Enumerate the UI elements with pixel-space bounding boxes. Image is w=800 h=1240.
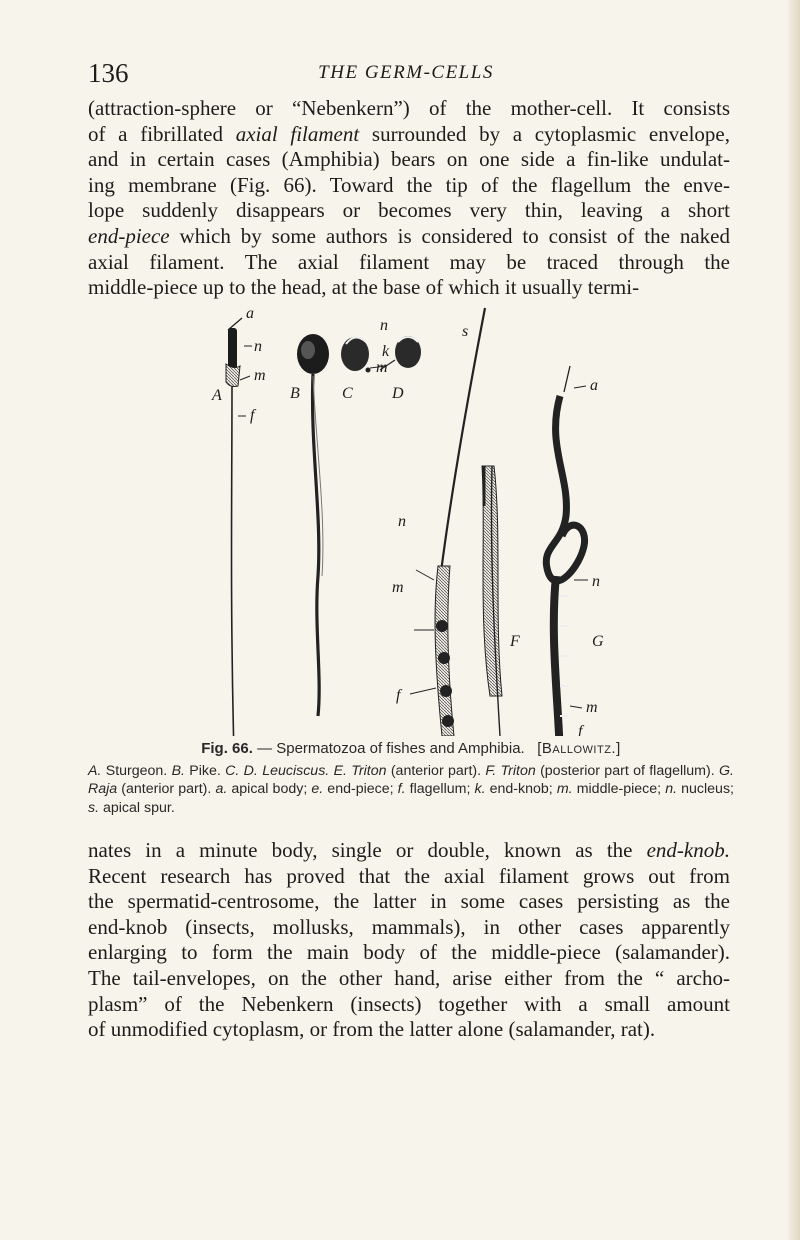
caption-title: — Spermatozoa of fishes and Amphibia. [252, 740, 525, 757]
caption-key: E. [333, 762, 347, 779]
specimen-g [546, 366, 588, 736]
figure-caption [88, 740, 734, 817]
label-specimen-C: C [342, 385, 353, 402]
label-f-flagellum-A: f [250, 407, 255, 424]
label-a-apical-G: a [590, 377, 598, 394]
specimen-e-middle-piece [435, 566, 454, 736]
caption-key: Raja [88, 781, 118, 797]
caption-key: Triton [500, 762, 536, 779]
text-line: and in certain cases (Amphibia) bears on one side a fin-like undulat- [88, 147, 730, 172]
text-line: of a fibrillated axial filament surrounded by a cytoplasmic envelope, [88, 121, 730, 146]
label-s-apical-spur: s [462, 323, 469, 340]
text-line: lope suddenly disappears or becomes very thin, leaving a short [88, 198, 730, 223]
caption-key: Triton [351, 762, 387, 779]
running-head: THE GERM-CELLS [318, 62, 494, 83]
text-line: Recent research has proved that the axial filament grows out from [88, 863, 730, 888]
specimen-c-end-knob [366, 368, 371, 373]
paragraph-bottom [88, 838, 730, 1043]
text-line: end-piece which by some authors is considered to consist of the naked [88, 223, 730, 248]
caption-key: B. [171, 762, 185, 779]
page-number: 136 [88, 58, 129, 88]
label-specimen-D: D [392, 385, 404, 402]
caption-title-line [88, 740, 734, 759]
label-specimen-F: F [510, 633, 520, 650]
caption-key: C. D. [225, 762, 258, 779]
caption-key: s. [88, 799, 100, 816]
page-header [88, 58, 724, 88]
label-specimen-A: A [212, 387, 222, 404]
text-line: plasm” of the Nebenkern (insects) together with a small amount [88, 991, 730, 1016]
label-n-nucleus-C: n [380, 317, 388, 334]
specimen-b [297, 334, 329, 716]
italic-term: end-piece [88, 223, 170, 248]
text-line: (attraction-sphere or “Nebenkern”) of the mother-cell. It consists [88, 96, 730, 120]
italic-term: end-knob. [646, 838, 730, 862]
label-f-flagellum-G: f [578, 723, 583, 736]
specimen-g-head [546, 396, 584, 581]
spermatozoa-illustration [210, 296, 630, 736]
caption-legend: A. Sturgeon. B. Pike. C. D. Leuciscus. E. Triton (anterior part). F. Triton (posterior part of flagellum). G. Raja (anterior part). a. apical body; e. end-piece; f. flagellum; k. end-knob; m. middle-piece; n. nucleus; s. apical spur. [88, 762, 734, 816]
label-f-flagellum-E: f [396, 687, 401, 704]
caption-key: k. [474, 781, 486, 797]
caption-key: e. [311, 781, 324, 797]
caption-key: G. [719, 762, 734, 779]
caption-credit: [Ballowitz.] [537, 740, 621, 757]
specimen-a-middle-piece [226, 364, 240, 387]
label-m-middle-A: m [254, 367, 266, 384]
text-line: end-knob (insects, mollusks, mammals), in other cases apparently [88, 914, 730, 939]
label-m-middle-E: m [392, 579, 404, 596]
specimen-e [410, 308, 485, 736]
caption-key: F. [485, 762, 497, 779]
caption-key: m. [556, 781, 573, 797]
text-line: nates in a minute body, single or double, known as the end-knob. [88, 838, 730, 862]
italic-term: axial filament [235, 121, 360, 146]
specimen-a-flagellum [232, 386, 235, 736]
text-line: enlarging to form the main body of the middle-piece (salamander). [88, 940, 730, 965]
caption-key: Leuciscus. [262, 762, 330, 779]
label-specimen-B: B [290, 385, 300, 402]
specimen-e-head [438, 308, 485, 596]
paragraph-top [88, 96, 730, 301]
label-n-nucleus-E: n [398, 513, 406, 530]
label-specimen-G: G [592, 633, 604, 650]
caption-figure-number: Fig. 66. [201, 740, 253, 757]
specimen-f [482, 466, 509, 736]
text-line: the spermatid-centrosome, the latter in some cases persisting as the [88, 889, 730, 914]
text-line: axial filament. The axial filament may be traced through the [88, 249, 730, 274]
label-n-nucleus-G: n [592, 573, 600, 590]
label-k-end-knob: k [382, 343, 390, 360]
label-m-middle-C: m [376, 359, 388, 376]
caption-key: a. [215, 781, 228, 797]
label-n-nucleus-A: n [254, 338, 262, 355]
specimen-a [226, 318, 252, 736]
text-line: middle-piece up to the head, at the base of which it usually termi- [88, 275, 640, 300]
label-m-middle-G: m [586, 699, 598, 716]
figure-66 [210, 296, 630, 736]
caption-key: n. [665, 781, 678, 797]
page-edge-shadow [786, 0, 800, 1240]
text-line: ing membrane (Fig. 66). Toward the tip of the flagellum the enve- [88, 172, 730, 197]
specimen-g-middle-piece [554, 576, 560, 736]
caption-key: f. [397, 781, 406, 797]
text-line: The tail-envelopes, on the other hand, arise either from the “ archo- [88, 965, 730, 990]
text-line: of unmodified cytoplasm, or from the latter alone (salamander, rat). [88, 1017, 656, 1042]
label-a-apical-A: a [246, 305, 254, 322]
caption-key: A. [88, 762, 102, 779]
